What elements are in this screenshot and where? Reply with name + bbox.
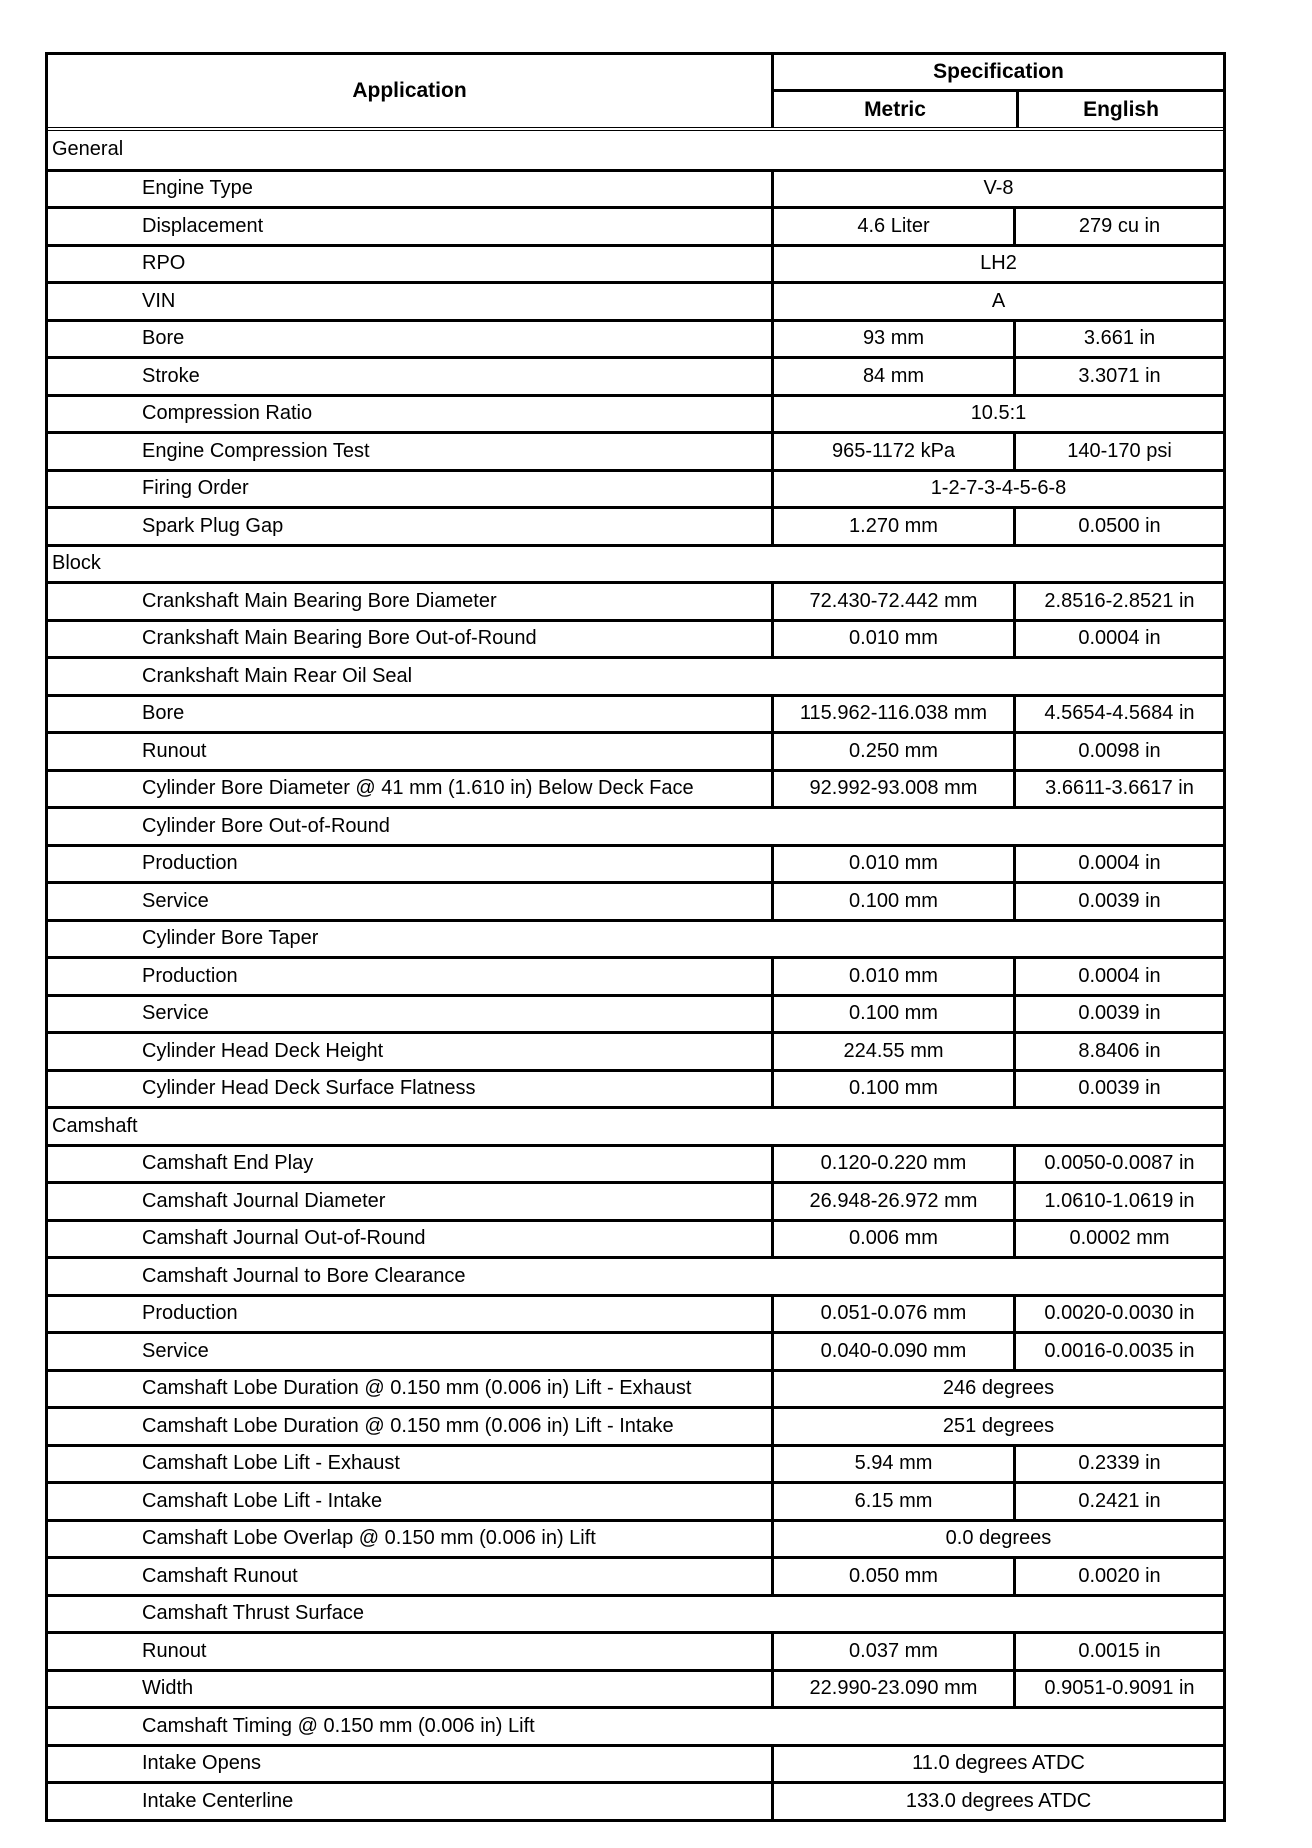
section-row [48,131,1223,169]
subheading-row [48,806,1223,844]
section-label: Block [52,552,101,575]
application-cell: Cylinder Bore Out-of-Round [142,814,390,837]
application-cell: Cylinder Bore Diameter @ 41 mm (1.610 in) Below Deck Face [48,772,774,807]
application-cell: Bore [48,322,774,357]
table-row [48,881,1223,919]
english-cell: 1.0610-1.0619 in [1044,1189,1195,1212]
english-cell: 3.3071 in [1078,364,1161,387]
application-cell: Camshaft End Play [48,1147,774,1182]
spec-value-cell: 10.5:1 [970,402,1027,425]
spec-value-cell: 0.0 degrees [945,1527,1052,1550]
english-cell: 0.0098 in [1078,739,1161,762]
table-body [48,131,1223,1819]
metric-cell: 0.040-0.090 mm [774,1334,1016,1369]
spec-value-cell: 133.0 degrees ATDC [905,1789,1092,1812]
application-header: Application [48,55,774,127]
table-row [48,319,1223,357]
application-cell: Camshaft Journal to Bore Clearance [142,1264,466,1287]
section-row [48,1106,1223,1144]
english-cell: 0.0002 mm [1069,1227,1170,1250]
metric-cell: 0.010 mm [774,847,1016,882]
application-cell: Runout [48,734,774,769]
metric-cell: 4.6 Liter [774,209,1016,244]
section-label: General [52,138,124,161]
metric-cell: 5.94 mm [774,1447,1016,1482]
table-row [48,1444,1223,1482]
english-cell: 0.2421 in [1078,1489,1161,1512]
table-row [48,1781,1223,1819]
subheading-row [48,919,1223,957]
english-cell: 2.8516-2.8521 in [1044,589,1195,612]
application-cell: Camshaft Journal Diameter [48,1184,774,1219]
application-cell: Crankshaft Main Bearing Bore Diameter [48,584,774,619]
english-cell: 0.0500 in [1078,514,1161,537]
specification-table [45,52,1226,1822]
metric-cell: 0.006 mm [774,1222,1016,1257]
table-row [48,956,1223,994]
application-cell: Displacement [48,209,774,244]
application-cell: Camshaft Timing @ 0.150 mm (0.006 in) Lift [142,1714,535,1737]
application-cell: Production [48,847,774,882]
application-cell: Camshaft Lobe Overlap @ 0.150 mm (0.006 in) Lift [48,1522,774,1557]
application-cell: Camshaft Lobe Duration @ 0.150 mm (0.006 in) Lift - Exhaust [48,1372,774,1407]
metric-cell: 224.55 mm [774,1034,1016,1069]
metric-cell: 0.050 mm [774,1559,1016,1594]
table-row [48,844,1223,882]
table-row [48,694,1223,732]
subheading-row [48,1256,1223,1294]
table-row [48,1369,1223,1407]
table-row [48,356,1223,394]
english-cell: 0.0039 in [1078,889,1161,912]
table-row [48,1481,1223,1519]
application-cell: Width [48,1672,774,1707]
english-cell: 8.8406 in [1078,1039,1161,1062]
application-cell: Firing Order [48,472,774,507]
english-cell: 0.0004 in [1078,627,1161,650]
table-row [48,506,1223,544]
section-label: Camshaft [52,1114,138,1137]
application-cell: Crankshaft Main Bearing Bore Out-of-Round [48,622,774,657]
metric-cell: 92.992-93.008 mm [774,772,1016,807]
metric-cell: 84 mm [774,359,1016,394]
metric-cell: 0.120-0.220 mm [774,1147,1016,1182]
subheading-row [48,656,1223,694]
english-cell: 3.6611-3.6617 in [1045,777,1194,800]
english-cell: 0.0004 in [1078,852,1161,875]
application-cell: Crankshaft Main Rear Oil Seal [142,664,413,687]
table-row [48,281,1223,319]
table-row [48,1069,1223,1107]
application-cell: RPO [48,247,774,282]
metric-cell: 0.250 mm [774,734,1016,769]
table-row [48,1294,1223,1332]
section-row [48,544,1223,582]
table-row [48,431,1223,469]
metric-cell: 0.037 mm [774,1634,1016,1669]
table-row [48,469,1223,507]
english-cell: 0.0004 in [1078,964,1161,987]
spec-value-cell: 246 degrees [942,1377,1055,1400]
metric-cell: 0.100 mm [774,1072,1016,1107]
english-cell: 0.0039 in [1078,1002,1161,1025]
table-header [48,55,1223,131]
english-cell: 0.0015 in [1078,1639,1161,1662]
application-cell: Production [48,1297,774,1332]
table-row [48,1519,1223,1557]
table-row [48,1219,1223,1257]
application-cell: VIN [48,284,774,319]
subheading-row [48,1706,1223,1744]
metric-cell: 93 mm [774,322,1016,357]
table-row [48,619,1223,657]
metric-cell: 0.100 mm [774,997,1016,1032]
application-cell: Engine Compression Test [48,434,774,469]
metric-cell: 1.270 mm [774,509,1016,544]
application-cell: Service [48,884,774,919]
spec-value-cell: V-8 [983,177,1014,200]
application-cell: Cylinder Bore Taper [142,927,319,950]
application-cell: Spark Plug Gap [48,509,774,544]
metric-cell: 0.010 mm [774,622,1016,657]
english-cell: 0.2339 in [1078,1452,1161,1475]
metric-cell: 115.962-116.038 mm [774,697,1016,732]
spec-value-cell: 11.0 degrees ATDC [912,1752,1085,1775]
metric-cell: 0.100 mm [774,884,1016,919]
application-cell: Camshaft Runout [48,1559,774,1594]
metric-cell: 0.010 mm [774,959,1016,994]
application-cell: Engine Type [48,172,774,207]
application-cell: Bore [48,697,774,732]
table-row [48,1031,1223,1069]
application-cell: Camshaft Lobe Lift - Intake [48,1484,774,1519]
spec-value-cell: 1-2-7-3-4-5-6-8 [930,477,1067,500]
application-cell: Production [48,959,774,994]
table-row [48,206,1223,244]
application-cell: Camshaft Thrust Surface [142,1602,364,1625]
table-row [48,1331,1223,1369]
metric-cell: 22.990-23.090 mm [774,1672,1016,1707]
application-cell: Service [48,1334,774,1369]
metric-cell: 0.051-0.076 mm [774,1297,1016,1332]
english-cell: 0.0020-0.0030 in [1044,1302,1195,1325]
english-cell: 0.9051-0.9091 in [1044,1677,1195,1700]
english-header: English [1083,97,1159,121]
table-row [48,1406,1223,1444]
metric-cell: 6.15 mm [774,1484,1016,1519]
metric-cell: 26.948-26.972 mm [774,1184,1016,1219]
english-cell: 0.0016-0.0035 in [1044,1339,1195,1362]
table-row [48,169,1223,207]
metric-cell: 965-1172 kPa [774,434,1016,469]
spec-value-cell: 251 degrees [942,1414,1055,1437]
table-row [48,1144,1223,1182]
subheading-row [48,1594,1223,1632]
application-cell: Camshaft Lobe Lift - Exhaust [48,1447,774,1482]
english-cell: 4.5654-4.5684 in [1044,702,1195,725]
application-cell: Runout [48,1634,774,1669]
spec-value-cell: A [991,289,1006,312]
table-row [48,1744,1223,1782]
spec-value-cell: LH2 [980,252,1017,275]
application-cell: Intake Opens [48,1747,774,1782]
english-cell: 0.0039 in [1078,1077,1161,1100]
application-cell: Camshaft Lobe Duration @ 0.150 mm (0.006 in) Lift - Intake [48,1409,774,1444]
metric-cell: 72.430-72.442 mm [774,584,1016,619]
table-row [48,731,1223,769]
specification-header-group [774,55,1223,127]
specification-header: Specification [774,55,1223,92]
application-cell: Stroke [48,359,774,394]
table-row [48,581,1223,619]
english-cell: 279 cu in [1078,214,1161,237]
table-row [48,1631,1223,1669]
application-cell: Intake Centerline [48,1784,774,1819]
application-cell: Service [48,997,774,1032]
table-row [48,769,1223,807]
table-row [48,1181,1223,1219]
table-row [48,994,1223,1032]
table-row [48,244,1223,282]
application-cell: Camshaft Journal Out-of-Round [48,1222,774,1257]
application-cell: Cylinder Head Deck Height [48,1034,774,1069]
english-cell: 3.661 in [1083,327,1156,350]
english-cell: 140-170 psi [1067,439,1172,462]
table-row [48,394,1223,432]
english-cell: 0.0050-0.0087 in [1044,1152,1195,1175]
english-cell: 0.0020 in [1078,1564,1161,1587]
application-cell: Compression Ratio [48,397,774,432]
table-row [48,1556,1223,1594]
metric-header: Metric [774,92,1019,127]
application-cell: Cylinder Head Deck Surface Flatness [48,1072,774,1107]
table-row [48,1669,1223,1707]
